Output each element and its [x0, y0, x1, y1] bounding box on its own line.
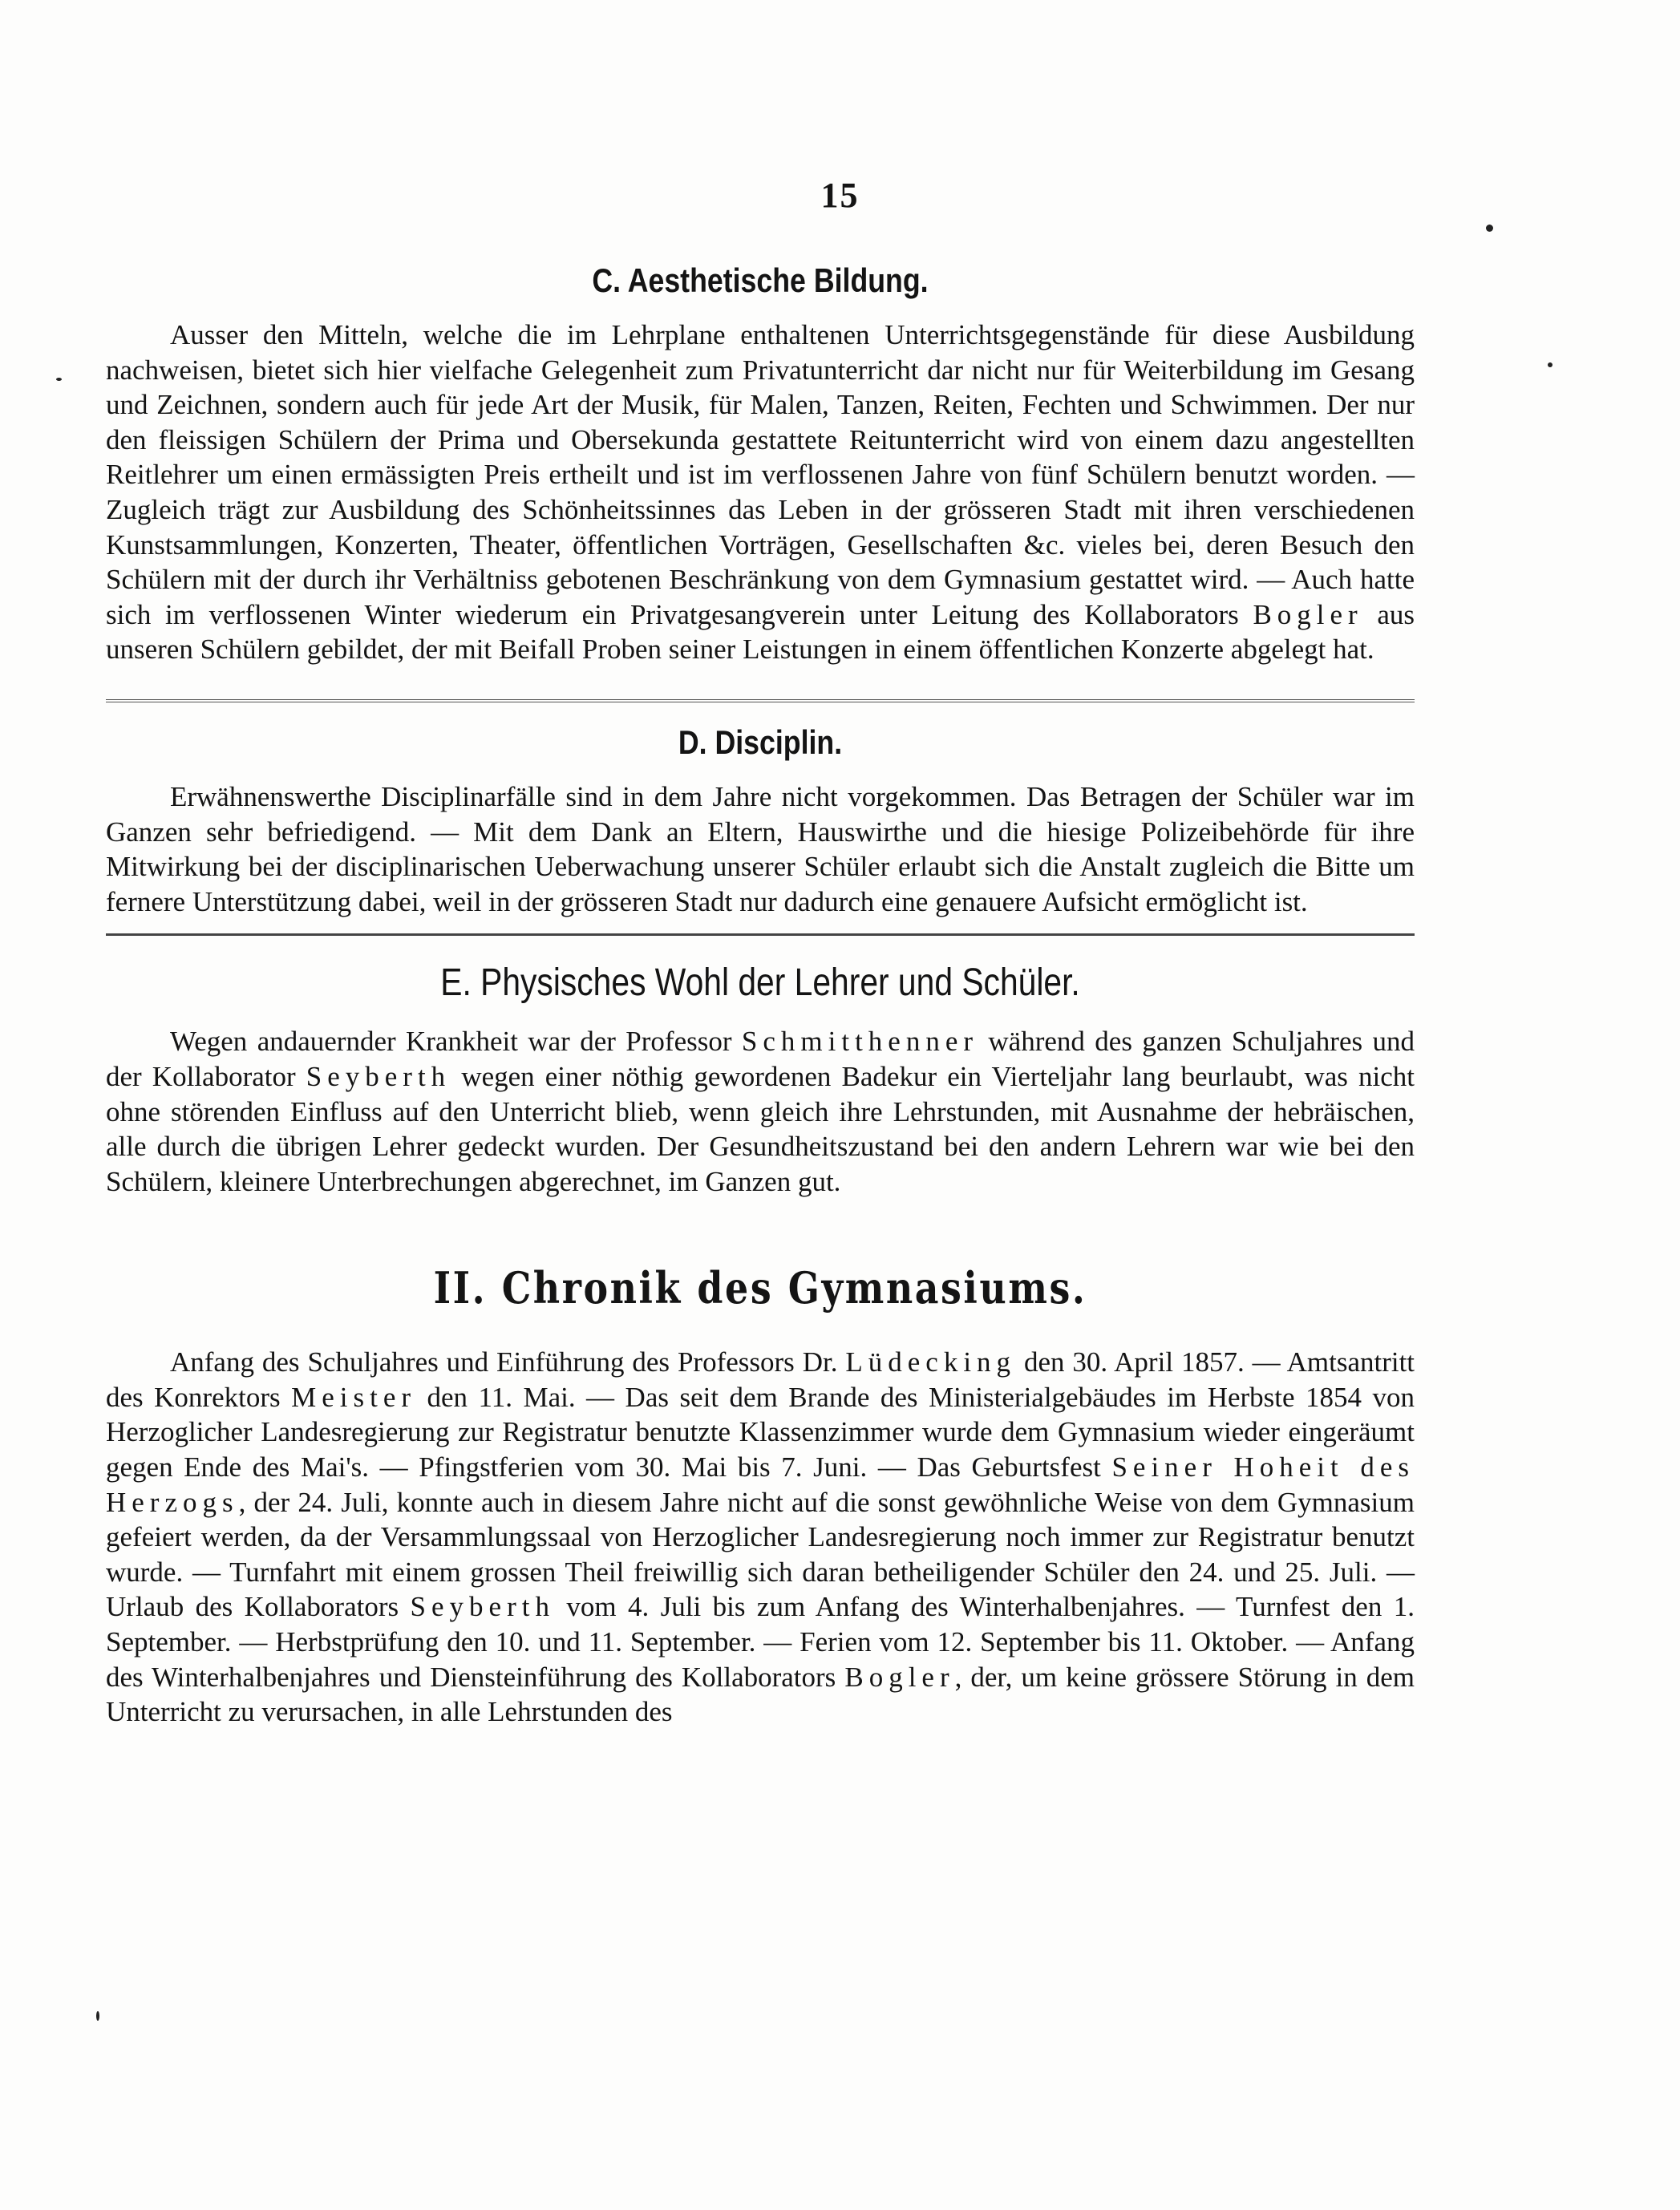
- section-e-text-2: während des ganzen Schuljahres und der Kollaborator: [106, 1026, 1415, 1092]
- section-e-paragraph: [106, 1024, 1415, 1199]
- paper-speck: [1548, 362, 1552, 367]
- section-e-heading: E. Physisches Wohl der Lehrer und Schüler.: [440, 961, 1080, 1005]
- person-name-bogler: Bogler: [1253, 598, 1363, 630]
- chronicle-text-5: vom 4. Juli bis zum Anfang des Winterhalbenjahres. — Turnfest den 1. September. — Herbstprüfung den 10. und 11. September. — Ferien vom 12. September bis 11. Oktober. — Anfang des Winterhalbenjahres und Diensteinführung des Kollaborators: [106, 1591, 1415, 1693]
- person-name-meister: Meister: [291, 1381, 417, 1413]
- section-c-text: Ausser den Mitteln, welche die im Lehrplane enthaltenen Unterrichtsgegenstände für diese Ausbildung nachweisen, bietet sich hier vielfache Gelegenheit zum Privatunterricht dar nicht nur für Weiterbildung im Gesang und Zeichnen, sondern auch für jede Art der Musik, für Malen, Tanzen, Reiten, Fechten und Schwimmen. Der nur den fleissigen Schülern der Prima und Obersekunda gestattete Reitunterricht wird von einem dazu angestellten Reitlehrer um einen ermässigten Preis ertheilt und ist im verflossenen Jahre von fünf Schülern benutzt worden. — Zugleich trägt zur Ausbildung des Schönheitssinnes das Leben in der grösseren Stadt mit ihren verschiedenen Kunstsammlungen, Konzerten, Theater, öffentlichen Vorträgen, Gesellschaften &c. vieles bei, deren Besuch den Schülern mit der durch ihr Verhältniss gebotenen Beschränkung von dem Gymnasium gestattet wird. — Auch hatte sich im verflossenen Winter wiederum ein Privatgesangverein unter Leitung des Kollaborators: [106, 319, 1415, 630]
- chronicle-paragraph: [106, 1345, 1415, 1730]
- chronicle-heading: II. Chronik des Gymnasiums.: [433, 1262, 1087, 1314]
- person-name-bogler-2: Bogler: [844, 1661, 955, 1693]
- section-d-paragraph: Erwähnenswerthe Disciplinarfälle sind in dem Jahre nicht vorgekommen. Das Betragen der Schüler war im Ganzen sehr befriedigend. — Mit dem Dank an Eltern, Hauswirthe und die hiesige Polizeibehörde für ihre Mitwirkung bei der disciplinarischen Ueberwachung unserer Schüler erlaubt sich die Anstalt zugleich die Bitte um fernere Unterstützung dabei, weil in der grösseren Stadt nur dadurch eine genauere Aufsicht ermöglicht ist.: [106, 780, 1415, 917]
- chronicle-text-3: den 11. Mai. — Das seit dem Brande des Ministerialgebäudes im Herbste 1854 von Herzoglicher Landesregierung zur Registratur benutzte Klassenzimmer wurde dem Gymnasium wieder eingeräumt gegen Ende des Mai's. — Pfingstferien vom 30. Mai bis 7. Juni. — Das Geburtsfest: [106, 1381, 1415, 1483]
- title-his-highness: Seiner Hoheit des Herzogs: [106, 1451, 1415, 1518]
- paper-speck: [56, 378, 62, 381]
- section-c-paragraph: [106, 318, 1415, 667]
- person-name-luedecking: Lüdecking: [845, 1346, 1017, 1378]
- section-d-heading: D. Disciplin.: [678, 722, 843, 761]
- page-number: 15: [820, 176, 860, 215]
- page-content: [106, 258, 1415, 1730]
- chronicle-text-6: , der, um keine grössere Störung in dem Unterricht zu verursachen, in alle Lehrstunden des: [106, 1661, 1415, 1728]
- person-name-seyberth-2: Seyberth: [410, 1591, 555, 1623]
- section-divider: [106, 699, 1415, 706]
- chronicle-text-4: , der 24. Juli, konnte auch in diesem Jahre nicht auf die sonst gewöhnliche Weise von dem Gymnasium gefeiert werden, da der Versammlungssaal von Herzoglicher Landesregierung noch immer zur Registratur benutzt wurde. — Turnfahrt mit einem grossen Theil freiwillig sich daran betheiligender Schüler den 24. und 25. Juli. — Urlaub des Kollaborators: [106, 1486, 1415, 1623]
- paper-speck: [1486, 225, 1493, 232]
- section-e-text-1: Wegen andauernder Krankheit war der Professor: [170, 1026, 732, 1058]
- person-name-schmitthenner: Schmitthenner: [741, 1026, 979, 1058]
- chronicle-text-1: Anfang des Schuljahres und Einführung des Professors Dr.: [170, 1346, 838, 1378]
- person-name-seyberth: Seyberth: [306, 1060, 451, 1092]
- section-c-text-end: aus unseren Schülern gebildet, der mit Beifall Proben seiner Leistungen in einem öffentlichen Konzerte abgelegt hat.: [106, 598, 1415, 666]
- paper-speck: [96, 2011, 99, 2021]
- chronicle-text-2: den 30. April 1857. — Amtsantritt des Konrektors: [106, 1346, 1415, 1413]
- section-c-heading: C. Aesthetische Bildung.: [592, 261, 929, 299]
- section-e-text-3: wegen einer nöthig gewordenen Badekur ein Vierteljahr lang beurlaubt, was nicht ohne störenden Einfluss auf den Unterricht blieb, wenn gleich ihre Lehrstunden, mit Ausnahme der hebräischen, alle durch die übrigen Lehrer gedeckt wurden. Der Gesundheitszustand bei den andern Lehrern war wie bei den Schülern, kleinere Unterbrechungen abgerechnet, im Ganzen gut.: [106, 1060, 1415, 1197]
